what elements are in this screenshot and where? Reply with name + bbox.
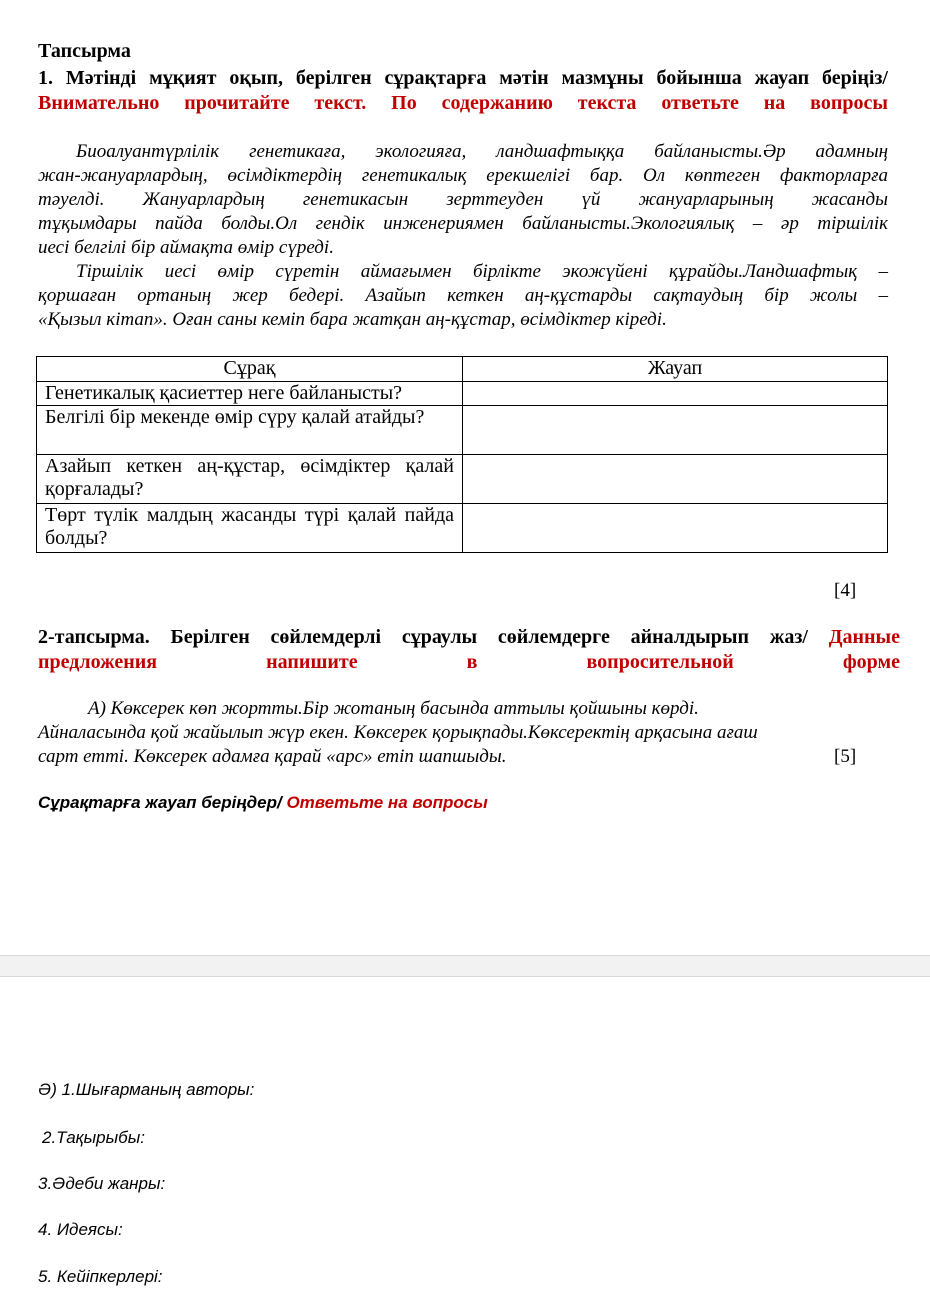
task2-instruction-ru: Данные предложения напишите в вопросительной форме: [38, 626, 901, 673]
page-divider: [0, 955, 930, 977]
passage-line: тәуелді. Жануарлардың генетикасын зерттеуден үй жануарларының жасанды: [38, 189, 888, 210]
question-cell: Төрт түлік малдың жасанды түрі қалай пайда болды?: [37, 504, 463, 553]
passage2-line: А) Көксерек көп жортты.Бір жотаның басында аттылы қойшыны көрді.: [88, 698, 699, 719]
passage-line: Тіршілік иесі өмір сүретін аймағымен бірлікте экожүйені құрайды.Ландшафтық –: [76, 261, 888, 282]
question-cell: Белгілі бір мекенде өмір сүру қалай атайды?: [37, 406, 463, 455]
question-cell: Азайып кеткен аң-құстар, өсімдіктер қалай қорғалады?: [37, 455, 463, 504]
answer-prompt-ru: Ответьте на вопросы: [286, 793, 488, 812]
passage-line: жан-жануарлардың, өсімдіктердің генетикалық ерекшелігі бар. Ол көптеген факторларға: [38, 165, 888, 186]
column-header-question: Сұрақ: [37, 357, 463, 382]
table-row: [37, 406, 888, 455]
table-row: [37, 504, 888, 553]
task2-instruction: [38, 625, 900, 675]
list-item: 2.Тақырыбы:: [42, 1128, 145, 1147]
table-row: [37, 455, 888, 504]
passage-line: «Қызыл кітап». Оған саны кеміп бара жатқан аң-құстар, өсімдіктер кіреді.: [38, 309, 667, 330]
exercise-passage: [38, 697, 870, 769]
answer-cell[interactable]: [463, 504, 888, 553]
answer-prompt-kz: Сұрақтарға жауап беріңдер/: [38, 793, 282, 812]
passage-line: тұқымдары пайда болды.Ол гендік инженериямен байланысты.Экологиялық – әр тіршілік: [38, 213, 888, 234]
passage-line: иесі белгілі бір аймақта өмір сүреді.: [38, 237, 334, 258]
reading-passage: [38, 140, 888, 332]
question-cell: Генетикалық қасиеттер неге байланысты?: [37, 382, 463, 406]
list-item: 4. Идеясы:: [38, 1220, 123, 1239]
passage-line: Биоалуантүрлілік генетикаға, экологияға, ландшафтыққа байланысты.Әр адамның: [76, 141, 888, 162]
list-item: Ә) 1.Шығарманың авторы:: [38, 1080, 255, 1099]
task2-instruction-kz: 2-тапсырма. Берілген сөйлемдерлі сұраулы сөйлемдерге айналдырып жаз/: [38, 626, 808, 648]
answer-cell[interactable]: [463, 382, 888, 406]
table-row: [37, 382, 888, 406]
answer-cell[interactable]: [463, 406, 888, 455]
list-item: 3.Әдеби жанры:: [38, 1174, 166, 1193]
question-answer-table: [36, 356, 888, 553]
column-header-answer: Жауап: [463, 357, 888, 382]
task-heading: Тапсырма: [38, 40, 131, 62]
task1-instruction: [38, 66, 888, 116]
passage2-line: сарт етті. Көксерек адамға қарай «арс» етіп шапшыды.: [38, 746, 507, 767]
score-marker-1: [4]: [834, 580, 857, 601]
task1-instruction-ru: Внимательно прочитайте текст. По содержанию текста ответьте на вопросы: [38, 92, 888, 114]
passage2-line: Айналасында қой жайылып жүр екен. Көксерек қорықпады.Көксеректің арқасына ағаш: [38, 722, 758, 743]
answer-cell[interactable]: [463, 455, 888, 504]
answer-prompt: [38, 793, 488, 813]
table-header-row: [37, 357, 888, 382]
score-marker-2: [5]: [834, 746, 857, 767]
list-item: 5. Кейіпкерлері:: [38, 1267, 163, 1286]
task1-instruction-kz: 1. Мәтінді мұқият оқып, берілген сұрақтарға мәтін мазмұны бойынша жауап беріңіз/: [38, 67, 888, 89]
passage-line: қоршаған ортаның жер бедері. Азайып кеткен аң-құстарды сақтаудың бір жолы –: [38, 285, 888, 306]
